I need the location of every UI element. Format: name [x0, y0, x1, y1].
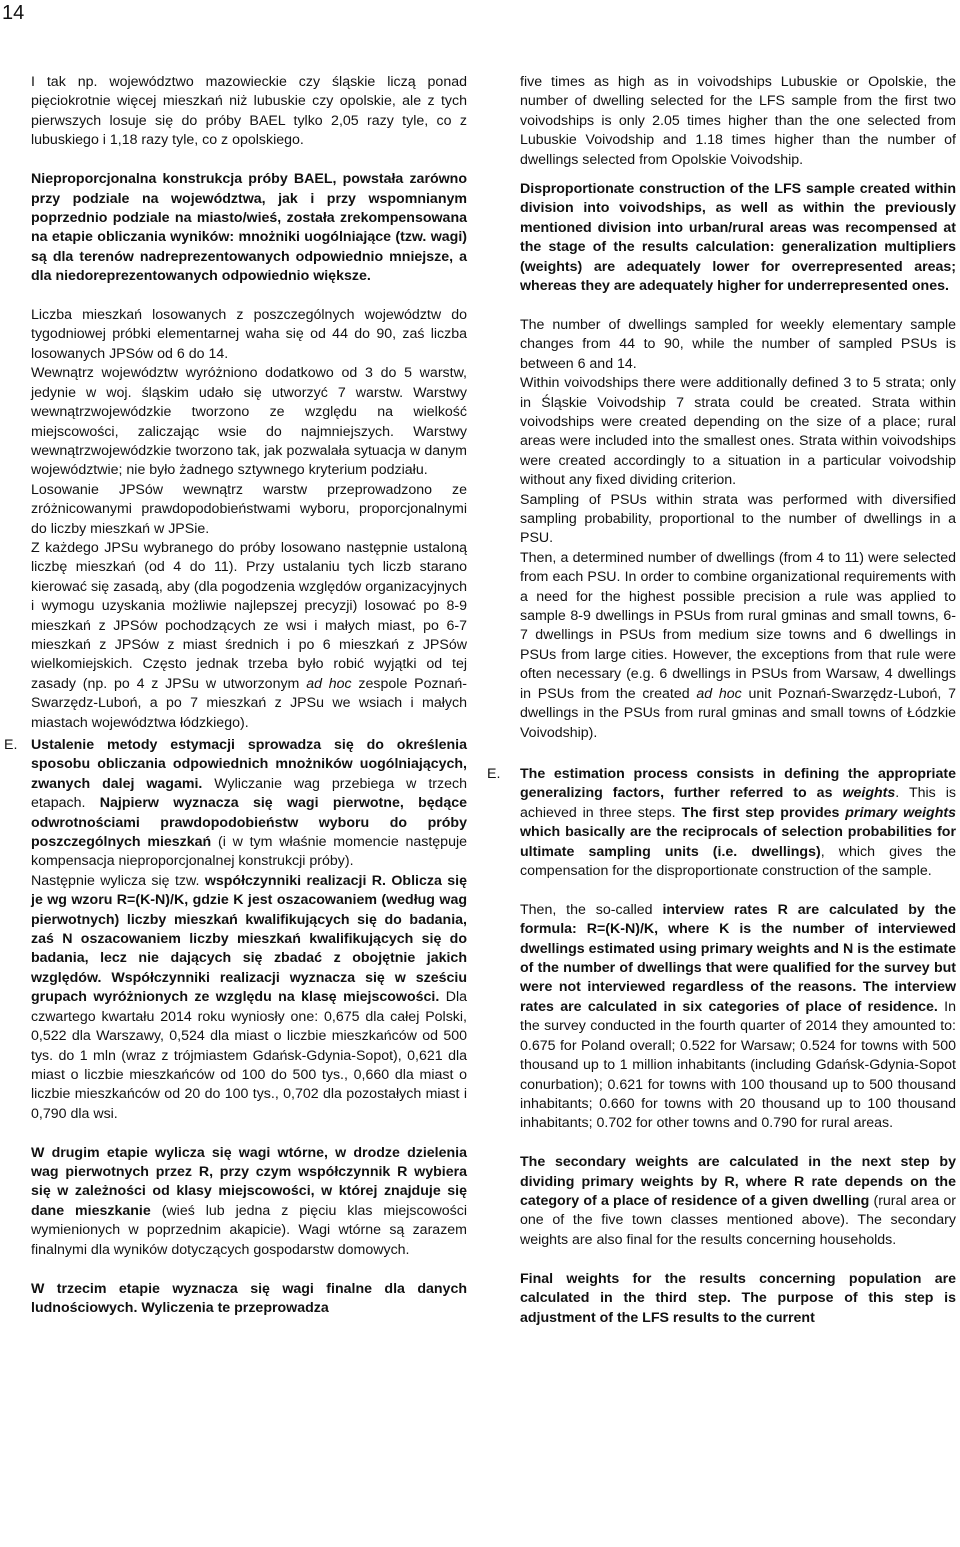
paragraph-strata: Wewnątrz województw wyróżniono dodatkowo od 3 do 5 warstw, jedynie w woj. śląskim udało się utworzyć 7 warstw. Warstwy wewnątrzwojewódzkie tworzono ze względu na wielkość miejscowości, zaliczając wsie do najmniejszych. Warstwy wewnątrzwojewódzkie tworzono tak, jak pozwalała sytuacja w danym województwie; nie było żadnego sztywnego kryterium podziału.: [31, 365, 468, 479]
paragraph-dwellings-per-psu: Z każdego JPSu wybranego do próby losowano następnie ustaloną liczbę mieszkań (od 4 do 11). Przy ustalaniu tych liczb starano kierować się zasadą, aby (dla pogodzenia względów organizacyjnych i wymogu uzyskania możliwie najlepszej precyzji) losować po 8-9 mieszkań z JPSów pochodzących ze wsi i małych miast, po 6-7 mieszkań z JPSów z miast średnich i po 6 mieszkań z JPSów wielkomiejskich. Często jednak trzeba było robić wyjątki od tej zasady (np. po 4 z JPSu w utworzonym ad hoc zespole Poznań-Swarzędz-Luboń, a po 7 mieszkań z JPSu we wsiach i małych miastach województwa łódzkiego).: [31, 539, 467, 731]
paragraph-dwellings-count-en: The number of dwellings sampled for weekly elementary sample changes from 44 to 90, while the number of sampled PSUs is between 6 and 14.: [520, 316, 956, 372]
paragraph-disproportionate-construction: Nieproporcjonalna konstrukcja próby BAEL, powstała zarówno przy podziale na województwa, jak i przy wspomnianym poprzednio podziale na miasto/wieś, została zrekompensowana na etapie obliczania wyników: mnożniki uogólniające (tzw. wagi) są dla terenów nadreprezentowanych odpowiednio mniejsze, a dla niedoreprezentowanych odpowiednio większe.: [31, 171, 467, 285]
paragraph-interview-rates-en: Then, the so-called interview rates R are calculated by the formula: R=(K-N)/K, where K is the number of interviewed dwellings estimated using primary weights and N is the estimate of the number of dwellings that were qualified for the survey but were not interviewed regardless of the reasons. The interview rates are calculated in six categories of place of residence. In the survey conducted in the fourth quarter of 2014 they amounted to: 0.675 for Poland overall; 0.522 for Warsaw; 0.524 for towns with 500 thousand up to 1 million inhabitants (including Gdańsk-Gdynia-Sopot conurbation); 0.621 for towns with 100 thousand up to 500 thousand inhabitants; 0.660 for towns with 20 thousand up to 100 thousand inhabitants; 0.702 for other towns and 0.790 for rural areas.: [520, 901, 957, 1132]
paragraph-final-weights: W trzecim etapie wyznacza się wagi finalne dla danych ludnościowych. Wyliczenia te przeprowadza: [31, 1280, 467, 1316]
right-column-english: [487, 73, 957, 1328]
left-column-polish: [4, 73, 468, 1318]
paragraph-estimation-method: Ustalenie metody estymacji sprowadza się do określenia sposobu obliczania odpowiednich mnożników uogólniających, zwanych dalej wagami. Wyliczanie wag przebiega w trzech etapach. Najpierw wyznacza się wagi pierwotne, będące odwrotnościami prawdopodobieństw wyboru do próby poszczególnych mieszkań (i w tym właśnie momencie następuje kompensacja nieproporcjonalnej konstrukcji próby).: [31, 737, 467, 870]
page-number: 14: [2, 2, 25, 24]
section-e-en: [487, 765, 957, 1328]
paragraph-estimation-method-en: The estimation process consists in defining the appropriate generalizing factors, further referred to as weights. This is achieved in three steps. The first step provides primary weights which basically are the reciprocals of selection probabilities for ultimate sampling units (i.e. dwellings), which gives the compensation for the disproportionate construction of the sample.: [520, 765, 957, 879]
section-e: [4, 736, 468, 1318]
paragraph-voivodship-ratio: I tak np. województwo mazowieckie czy śląskie liczą ponad pięciokrotnie więcej mieszkań niż lubuskie czy opolskie, ale z tych pierwszych losuje się do próby BAEL tylko 2,05 razy tyle, co z lubuskiego i 1,18 razy tyle, co z opolskiego.: [31, 74, 467, 149]
paragraph-voivodship-ratio-en: five times as high as in voivodships Lubuskie or Opolskie, the number of dwelling selected for the LFS sample from the first two voivodships is only 2.05 times higher than the one selected from Lubuskie Voivodship and 1.18 times higher than the number of dwellings selected from Opolskie Voivodship.: [520, 74, 956, 168]
paragraph-disproportionate-construction-en: Disproportionate construction of the LFS sample created within division into voivodships, as well as within the previously mentioned division into urban/rural areas was recompensed at the stage of the results calculation: generalization multipliers (weights) are adequately lower for overrepresented areas; whereas they are adequately higher for underrepresented ones.: [520, 181, 956, 295]
paragraph-dwellings-per-psu-en: Then, a determined number of dwellings (from 4 to 11) were selected from each PSU. In order to combine organizational requirements with a need for the highest possible precision a rule was applied to sample 8-9 dwellings in PSUs from rural gminas and small towns, 6-7 dwellings in PSUs from medium size towns and 6 dwellings in PSUs from large cities. However, the exceptions from that rule were often necessary (e.g. 6 dwellings in PSUs from Warsaw, 4 dwellings in PSUs from the created ad hoc unit Poznań-Swarzędz-Luboń, 7 dwellings in the PSUs from rural gminas and small towns of Łódzkie Voivodship).: [520, 549, 956, 741]
paragraph-final-weights-en: Final weights for the results concerning population are calculated in the third step. The purpose of this step is adjustment of the LFS results to the current: [520, 1270, 956, 1326]
paragraph-psu-sampling: Losowanie JPSów wewnątrz warstw przeprowadzono ze zróżnicowanymi prawdopodobieństwami wyboru, proporcjonalnymi do liczby mieszkań w JPSie.: [31, 481, 467, 537]
paragraph-secondary-weights: W drugim etapie wylicza się wagi wtórne, w drodze dzielenia wag pierwotnych przez R, przy czym współczynnik R wybiera się w zależności od klasy miejscowości, w której znajduje się dane mieszkanie (wieś lub jedna z pięciu klas miejscowości wymienionych w poprzednim akapicie). Wagi wtórne są zarazem finalnymi dla wyników dotyczących gospodarstw domowych.: [31, 1144, 467, 1258]
section-e-marker-en: E.: [487, 765, 501, 782]
paragraph-dwellings-count: Liczba mieszkań losowanych z poszczególnych województw do tygodniowej próbki elementarnej waha się od 44 do 90, zaś liczba losowanych JPSów od 6 do 14.: [31, 307, 467, 362]
paragraph-secondary-weights-en: The secondary weights are calculated in the next step by dividing primary weights by R, where R rate depends on the category of a place of residence of a given dwelling (rural area or one of the five town classes mentioned above). The secondary weights are also final for the results concerning households.: [520, 1154, 956, 1248]
paragraph-strata-en: Within voivodships there were additionally defined 3 to 5 strata; only in Śląskie Voivodship 7 strata could be created. Strata within voivodships were created depending on the size of a place; rural areas were included into the smallest ones. Strata within voivodships were created accordingly to a situation in a particular voivodship without any fixed dividing criterion.: [520, 375, 957, 489]
paragraph-interview-rates: Następnie wylicza się tzw. współczynniki realizacji R. Oblicza się je wg wzoru R=(K-N)/K, gdzie K jest oszacowaniem (według wag pierwotnych) liczby mieszkań kwalifikujących się do badania, zaś N oszacowaniem liczby mieszkań kwalifikujących się do badania, lecz nie dających się zbadać z obojętnie jakich względów. Współczynniki realizacji wyznacza się w sześciu grupach wyróżnionych ze względu na klasę miejscowości. Dla czwartego kwartału 2014 roku wyniosły one: 0,675 dla całej Polski, 0,522 dla Warszawy, 0,524 dla miast o liczbie mieszkańców od 500 tys. do 1 mln (wraz z trójmiastem Gdańsk-Gdynia-Sopot), 0,621 dla miast o liczbie mieszkańców od 100 do 500 tys., 0,660 dla miast o liczbie mieszkańców od 20 do 100 tys., 0,702 dla pozostałych miast i 0,790 dla wsi.: [31, 872, 468, 1122]
paragraph-psu-sampling-en: Sampling of PSUs within strata was performed with diversified sampling probability, proportional to the number of dwellings in a PSU.: [520, 491, 956, 547]
section-e-marker: E.: [4, 737, 18, 753]
